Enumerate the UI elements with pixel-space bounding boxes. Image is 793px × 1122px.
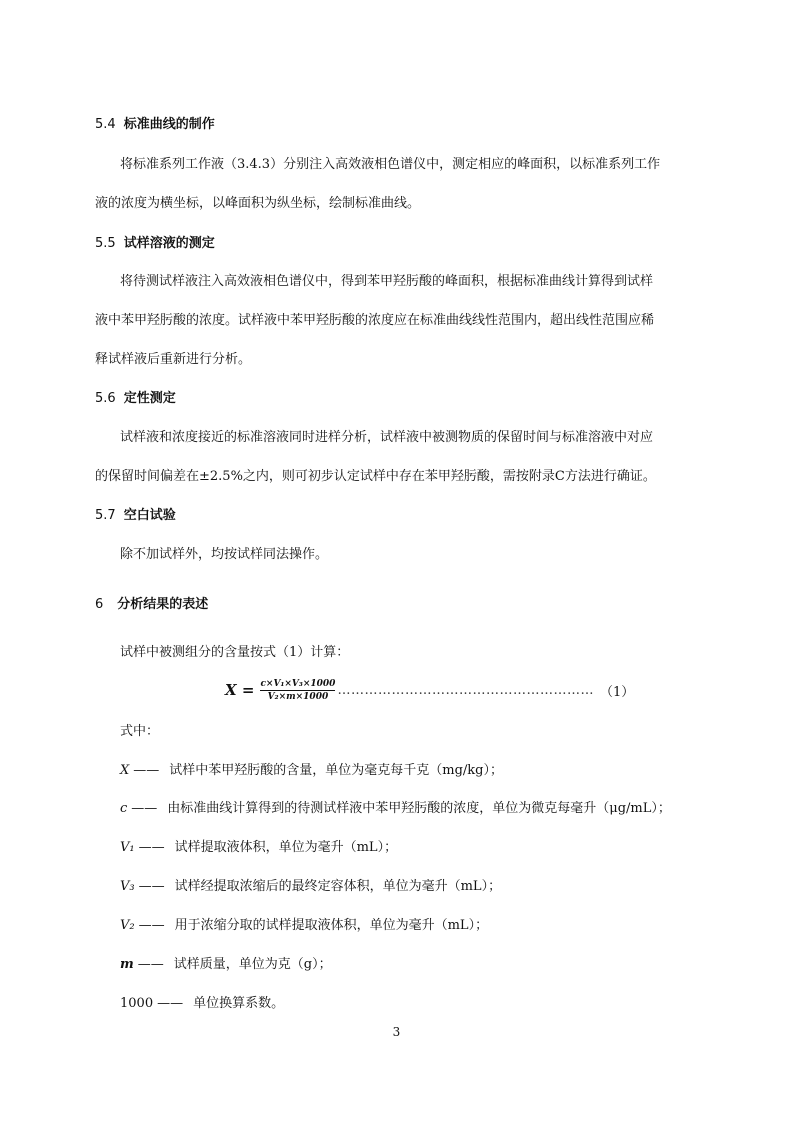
variable-symbol: c <box>120 801 128 816</box>
variable-description: 试样经提取浓缩后的最终定容体积，单位为毫升（mL）； <box>174 879 502 894</box>
section-number: 5.5 <box>95 236 116 251</box>
variable-definition <box>120 875 501 894</box>
variable-description: 试样中苯甲羟肟酸的含量，单位为毫克每千克（mg/kg）； <box>169 763 503 778</box>
section-title: 定性测定 <box>123 391 176 406</box>
equation-number: （1） <box>599 684 635 700</box>
variable-definition <box>120 953 332 972</box>
section-title: 试样溶液的测定 <box>123 236 215 251</box>
paragraph-line: 的保留时间偏差在±2.5%之内，则可初步认定试样中存在苯甲羟肟酸，需按附录C方法进行确证。 <box>95 469 656 484</box>
where-label: 式中： <box>120 724 160 739</box>
variable-dash: —— <box>138 840 165 855</box>
variable-dash: —— <box>138 918 165 933</box>
section-heading-5-6 <box>95 387 176 406</box>
paragraph-line: 试样液和浓度接近的标准溶液同时进样分析，试样液中被测物质的保留时间与标准溶液中对应 <box>120 430 654 445</box>
section-title: 分析结果的表述 <box>117 597 209 612</box>
paragraph-line: 释试样液后重新进行分析。 <box>95 352 252 367</box>
variable-definition <box>120 992 284 1011</box>
section-heading-5-5 <box>95 232 215 251</box>
formula-leader-dots: ………………………………………………… <box>337 682 594 698</box>
variable-dash: —— <box>157 996 184 1011</box>
formula-1 <box>225 675 634 705</box>
variable-definition <box>120 836 397 855</box>
page-number: 3 <box>392 1025 401 1039</box>
formula-denominator: V₂×m×1000 <box>267 691 329 702</box>
variable-symbol: V₂ <box>120 918 135 933</box>
section-heading-6 <box>95 593 208 612</box>
variable-description: 试样质量，单位为克（g）； <box>173 957 332 972</box>
variable-definition <box>120 914 488 933</box>
section-number: 6 <box>95 597 104 612</box>
section-title: 空白试验 <box>123 508 176 523</box>
variable-dash: —— <box>133 763 160 778</box>
formula-fraction <box>260 678 335 703</box>
paragraph-line: 液中苯甲羟肟酸的浓度。试样液中苯甲羟肟酸的浓度应在标准曲线线性范围内，超出线性范围应稀 <box>95 313 655 328</box>
section-heading-5-7 <box>95 504 176 523</box>
paragraph-line: 将标准系列工作液（3.4.3）分别注入高效液相色谱仪中，测定相应的峰面积，以标准系列工作 <box>120 157 661 172</box>
variable-dash: —— <box>138 879 165 894</box>
variable-symbol: 1000 <box>120 996 154 1011</box>
variable-symbol: X <box>120 763 130 778</box>
formula-lhs: X = <box>225 681 255 699</box>
section-number: 5.4 <box>95 117 116 132</box>
variable-dash: —— <box>131 801 158 816</box>
variable-symbol: V₃ <box>120 879 135 894</box>
variable-description: 试样提取液体积，单位为毫升（mL）； <box>174 840 398 855</box>
variable-definition <box>120 759 503 778</box>
section-title: 标准曲线的制作 <box>123 117 215 132</box>
formula-numerator: c×V₁×V₃×1000 <box>260 678 336 689</box>
variable-symbol: m <box>120 957 134 972</box>
section-number: 5.7 <box>95 508 116 523</box>
variable-description: 用于浓缩分取的试样提取液体积，单位为毫升（mL）； <box>174 918 489 933</box>
paragraph-line: 试样中被测组分的含量按式（1）计算： <box>120 645 350 660</box>
variable-symbol: V₁ <box>120 840 135 855</box>
paragraph-line: 将待测试样液注入高效液相色谱仪中，得到苯甲羟肟酸的峰面积，根据标准曲线计算得到试样 <box>120 274 654 289</box>
variable-description: 单位换算系数。 <box>193 996 285 1011</box>
variable-description: 由标准曲线计算得到的待测试样液中苯甲羟肟酸的浓度，单位为微克每毫升（μg/mL）； <box>167 801 671 816</box>
paragraph-line: 除不加试样外，均按试样同法操作。 <box>120 547 329 562</box>
variable-definition <box>120 797 671 816</box>
paragraph-line: 液的浓度为横坐标，以峰面积为纵坐标，绘制标准曲线。 <box>95 196 421 211</box>
variable-dash: —— <box>137 957 164 972</box>
section-heading-5-4 <box>95 113 215 132</box>
section-number: 5.6 <box>95 391 116 406</box>
